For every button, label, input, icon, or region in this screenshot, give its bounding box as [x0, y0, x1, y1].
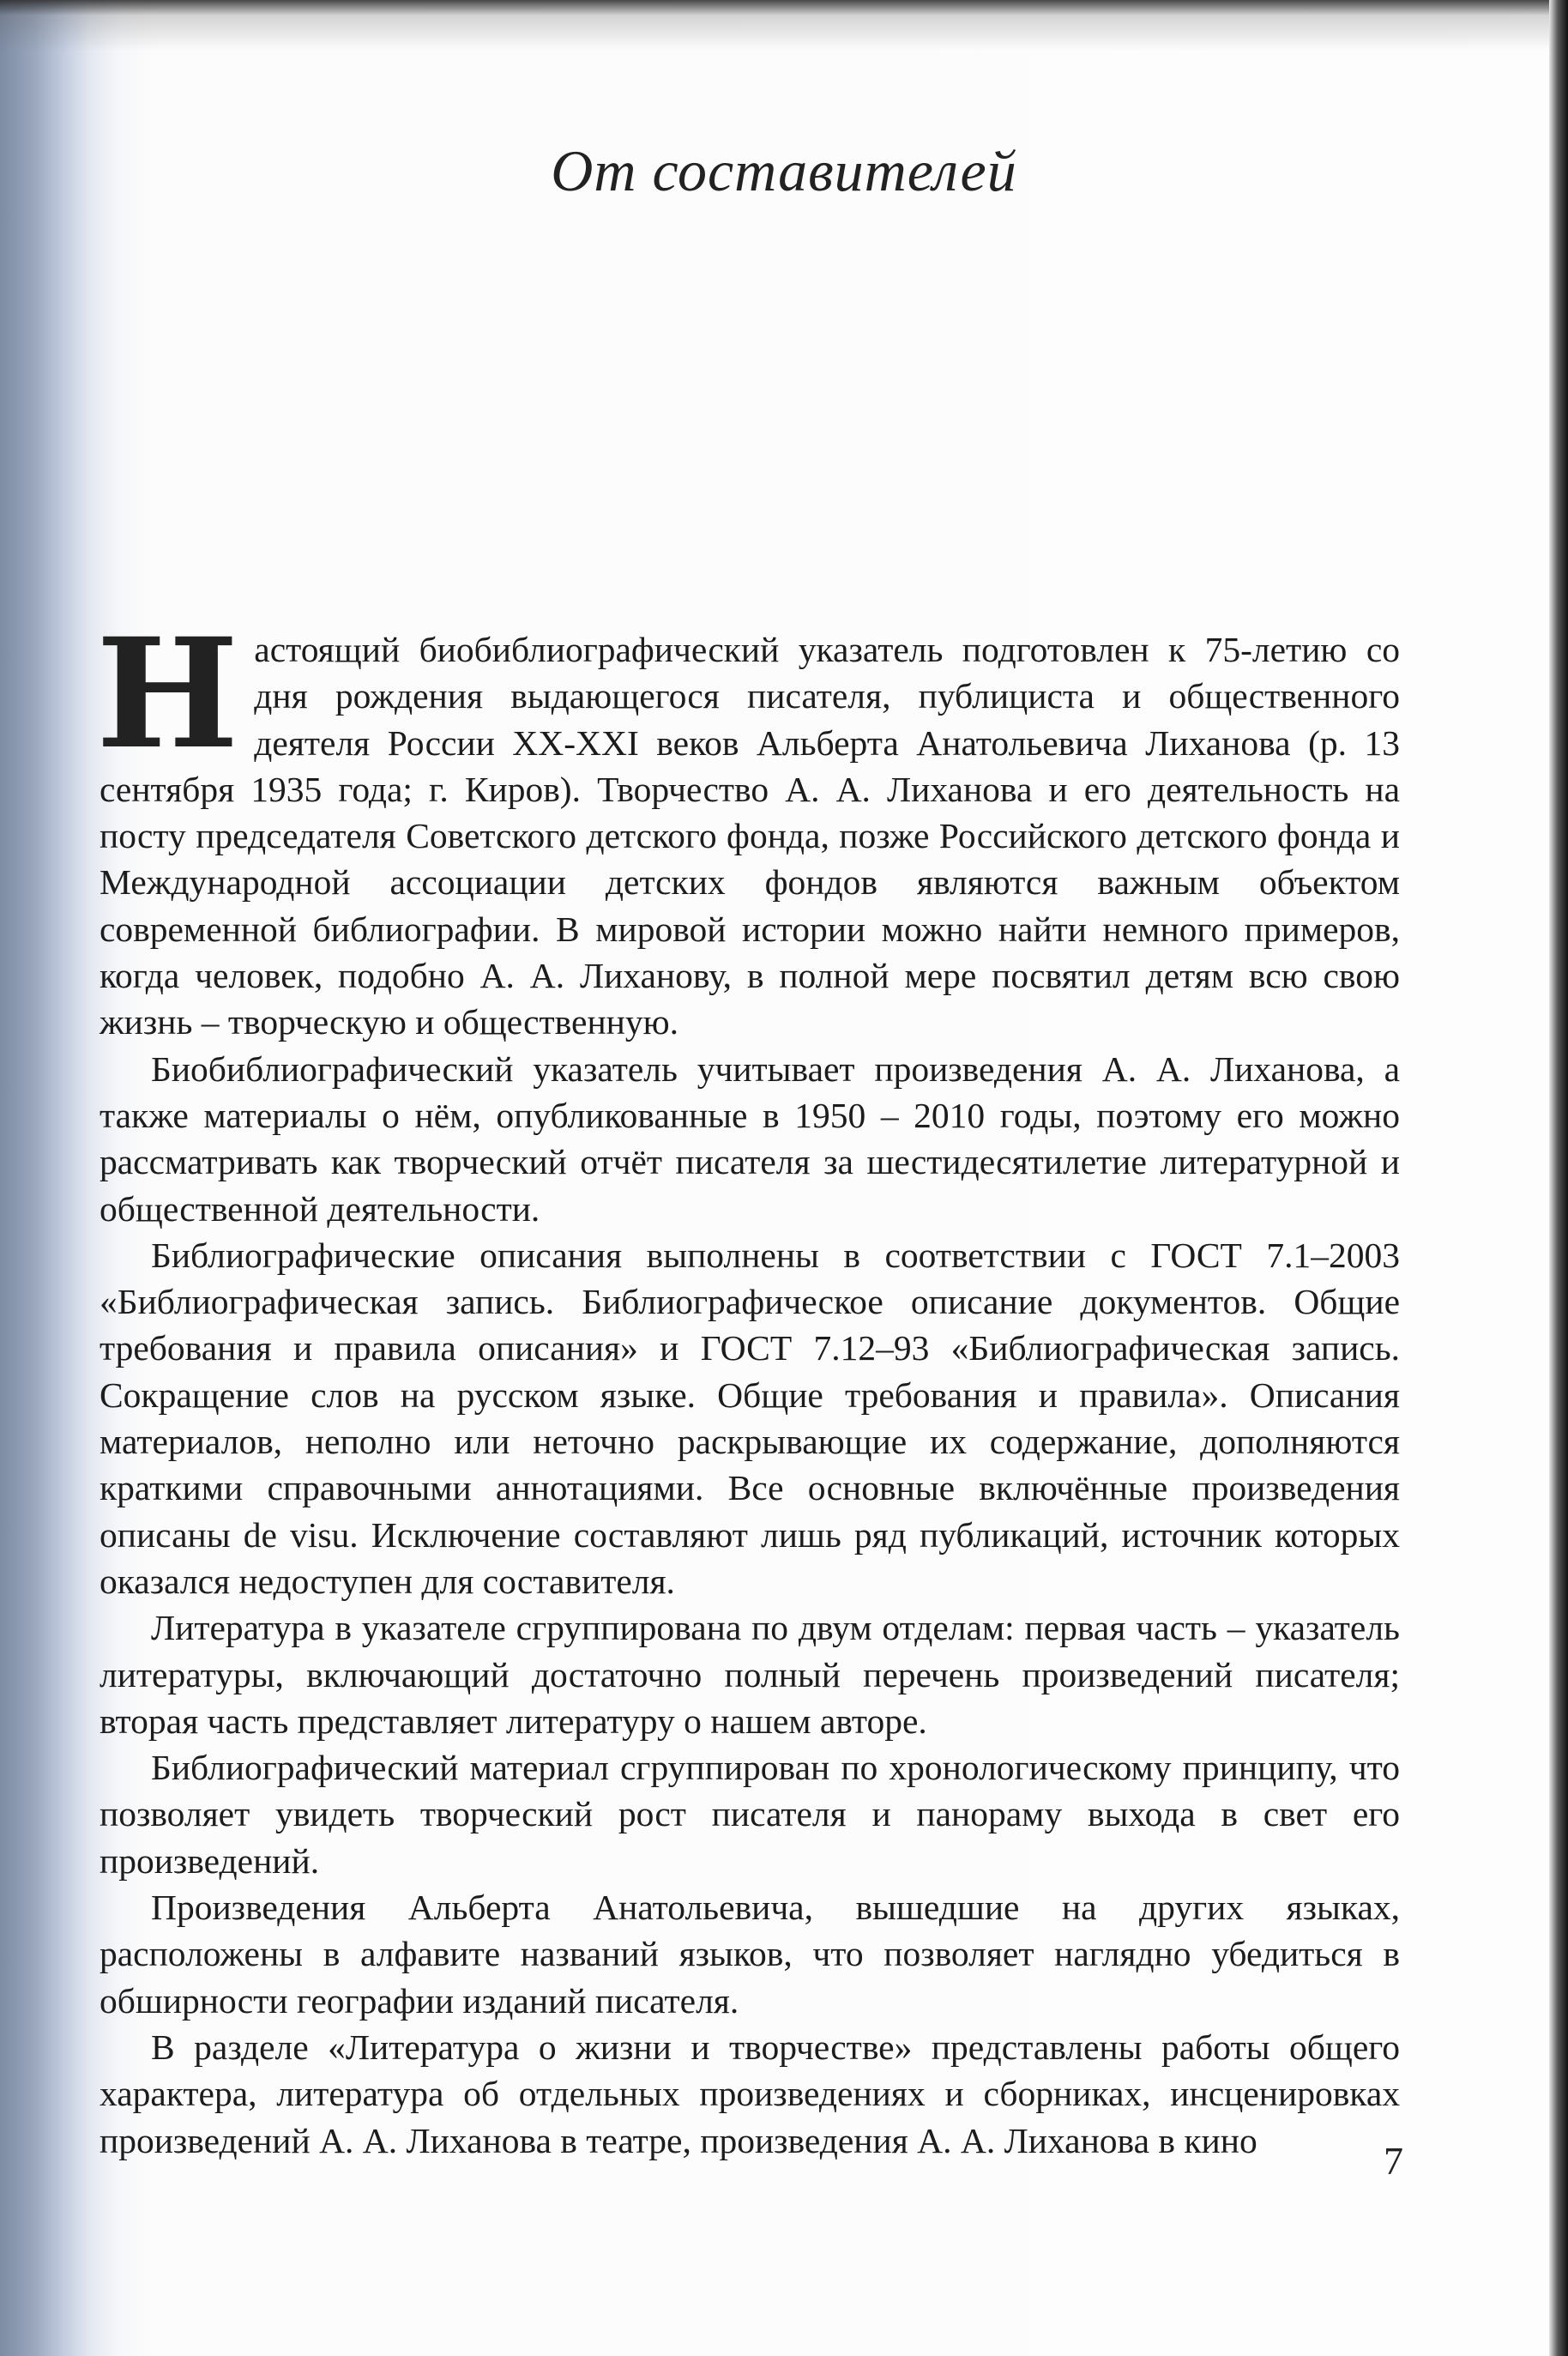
body-text [96, 605, 1400, 2164]
page-top-shadow [0, 0, 1568, 51]
paragraph-4: Литература в указателе сгруппирована по двум отделам: первая часть – указатель литературы, включающий достаточно полный перечень произведений писателя; вторая часть представляет литературу о нашем авторе. [100, 1608, 1400, 1741]
page-right-shadow [1549, 0, 1568, 2356]
paragraph-1-text: астоящий биобиблиографический указатель подготовлен к 75-летию со дня рождения выдающегося писателя, публициста и общественного деятеля России XX-XXI веков Альберта Анатольевича Лиханова (р. 13 сентября 1935 года; г. Киров). Творчество А. А. Лиханова и его деятельность на посту председателя Советского детского фонда, позже Российского детского фонда и Международной ассоциации детских фондов являются важным объектом современной библиографии. В мировой истории можно найти немного примеров, когда человек, подобно А. А. Лиханову, в полной мере посвятил детям всю свою жизнь – творческую и общественную. [100, 630, 1400, 1042]
page-number: 7 [1384, 2139, 1403, 2183]
paragraph-5: Библиографический материал сгруппирован по хронологическому принципу, что позволяет увидеть творческий рост писателя и панораму выхода в свет его произведений. [100, 1748, 1400, 1881]
paragraph-6: Произведения Альберта Анатольевича, вышедшие на других языках, расположены в алфавите названий языков, что позволяет наглядно убедиться в обширности географии изданий писателя. [100, 1888, 1400, 2021]
paragraph-1 [96, 605, 1400, 1046]
drop-cap: Н [96, 605, 239, 782]
paragraph-7: В разделе «Литература о жизни и творчестве» представлены работы общего характера, литература об отдельных произведениях и сборниках, инсценировках произведений А. А. Лиханова в театре, произведения А. А. Лиханова в кино [100, 2027, 1400, 2160]
paragraph-3: Библиографические описания выполнены в соответствии с ГОСТ 7.1–2003 «Библиографическая запись. Библиографическое описание документов. Общие требования и правила описания» и ГОСТ 7.12–93 «Библиографическая запись. Сокращение слов на русском языке. Общие требования и правила». Описания материалов, неполно или неточно раскрывающие их содержание, дополняются краткими справочными аннотациями. Все основные включённые произведения описаны de visu. Исключение составляют лишь ряд публикаций, источник которых оказался недоступен для составителя. [100, 1235, 1400, 1601]
section-title: От составителей [551, 138, 1017, 203]
paragraph-2: Биобиблиографический указатель учитывает произведения А. А. Лиханова, а также материалы о нём, опубликованные в 1950 – 2010 годы, поэтому его можно рассматривать как творческий отчёт писателя за шестидесятилетие литературной и общественной деятельности. [100, 1048, 1400, 1229]
